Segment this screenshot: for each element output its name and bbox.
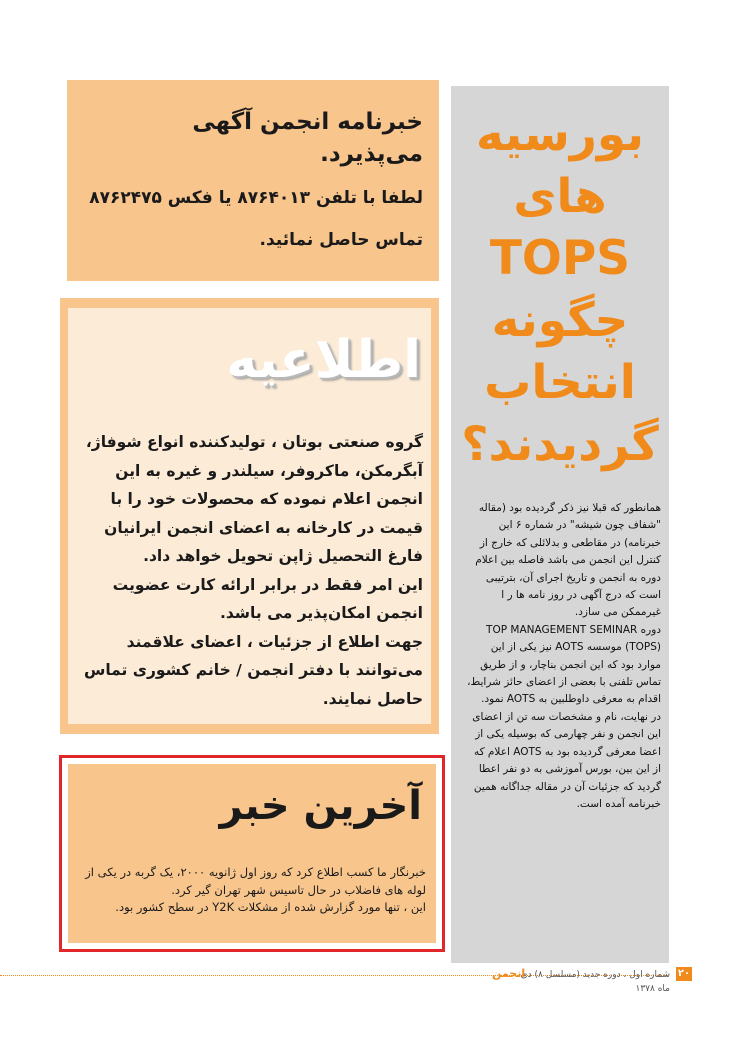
advertising-title: خبرنامه انجمن آگهی می‌پذیرد. [192, 109, 423, 167]
paragraph: خبرنگار ما کسب اطلاع کرد که روز اول ژانویه ۲۰۰۰، یک گربه در یکی از لوله های فاضلاب در حال تاسیس شهر تهران گیر کرد. [85, 865, 426, 897]
paragraph: این امر فقط در برابر ارائه کارت عضویت انجمن امکان‌پذیر می باشد. [112, 575, 423, 622]
headline-line: گردیدند؟ [461, 417, 659, 472]
latest-news-frame [59, 755, 445, 952]
page-number: ۲۰ [677, 968, 691, 979]
headline-line: چگونه [491, 293, 629, 348]
latest-news-body [76, 864, 426, 917]
paragraph: همانطور که قبلا نیز ذکر گردیده بود (مقاله "شفاف چون شیشه" در شماره ۶ این خبرنامه) در مقاطعی و بدلائلی که خارج از کنترل این انجمن می باشد فاصله بین اعلام دوره به انجمن و تاریخ اجرای آن، بترتیبی است که درج آگهی در روز نامه ها ر ا غیرممکن می سازد. [475, 502, 661, 619]
headline-line: انتخاب [484, 355, 636, 410]
paragraph: دوره TOP MANAGEMENT SEMINAR (TOPS) موسسه AOTS نیز یکی از این موارد بود که این انجمن بناچار، و از طریق تماس تلفنی با بعضی از اعضای حائز شرایط، اقدام به معرفی داوطلبین به AOTS نمود. [467, 623, 661, 706]
paragraph: گروه صنعتی بوتان ، تولیدکننده انواع شوفاژ، آبگرمکن، ماکروفر، سیلندر و غیره به این انجمن اعلام نموده که محصولات خود را با قیمت در کارخانه به اعضای انجمن ایرانیان فارغ التحصیل ژاپن تحویل خواهد داد. [85, 433, 423, 565]
headline-line: TOPS [489, 231, 631, 286]
paragraph: این ، تنها مورد گزارش شده از مشکلات Y2K در سطح کشور بود. [115, 900, 426, 914]
paragraph: جهت اطلاع از جزئیات ، اعضای علاقمند می‌توانند با دفتر انجمن / خانم کشوری تماس حاصل نمایند. [83, 632, 423, 708]
headline-line: بورسیه های [475, 107, 645, 224]
notice-box [60, 298, 439, 734]
notice-body [71, 428, 423, 713]
footer-issue-info: شماره اول ، دوره جدید (مسلسل ۸) دی ماه ۱۳۷۸ [520, 970, 670, 994]
footer-logo: انجمن [492, 967, 526, 980]
paragraph: در نهایت، نام و مشخصات سه تن از اعضای این انجمن و نفر چهارمی که بوسیله یکی از اعضا معرفی گردیده بود به AOTS اعلام که از این بین، بورس آموزشی به دو نفر اعطا گردید که جزئیات آن در مقاله جداگانه همین خبرنامه آمده است. [472, 710, 661, 810]
advertising-box [67, 80, 439, 281]
latest-news-box [68, 764, 436, 943]
latest-news-title: آخرین خبر [219, 783, 422, 829]
side-article-headline [451, 104, 669, 476]
notice-title: اطلاعیه [226, 330, 421, 390]
side-article [451, 86, 669, 963]
side-article-body [465, 500, 661, 813]
notice-panel [68, 308, 431, 724]
advertising-contact-text: لطفا با تلفن ۸۷۶۴۰۱۳ یا فکس ۸۷۶۲۴۷۵ تماس حاصل نمائید. [89, 188, 423, 250]
